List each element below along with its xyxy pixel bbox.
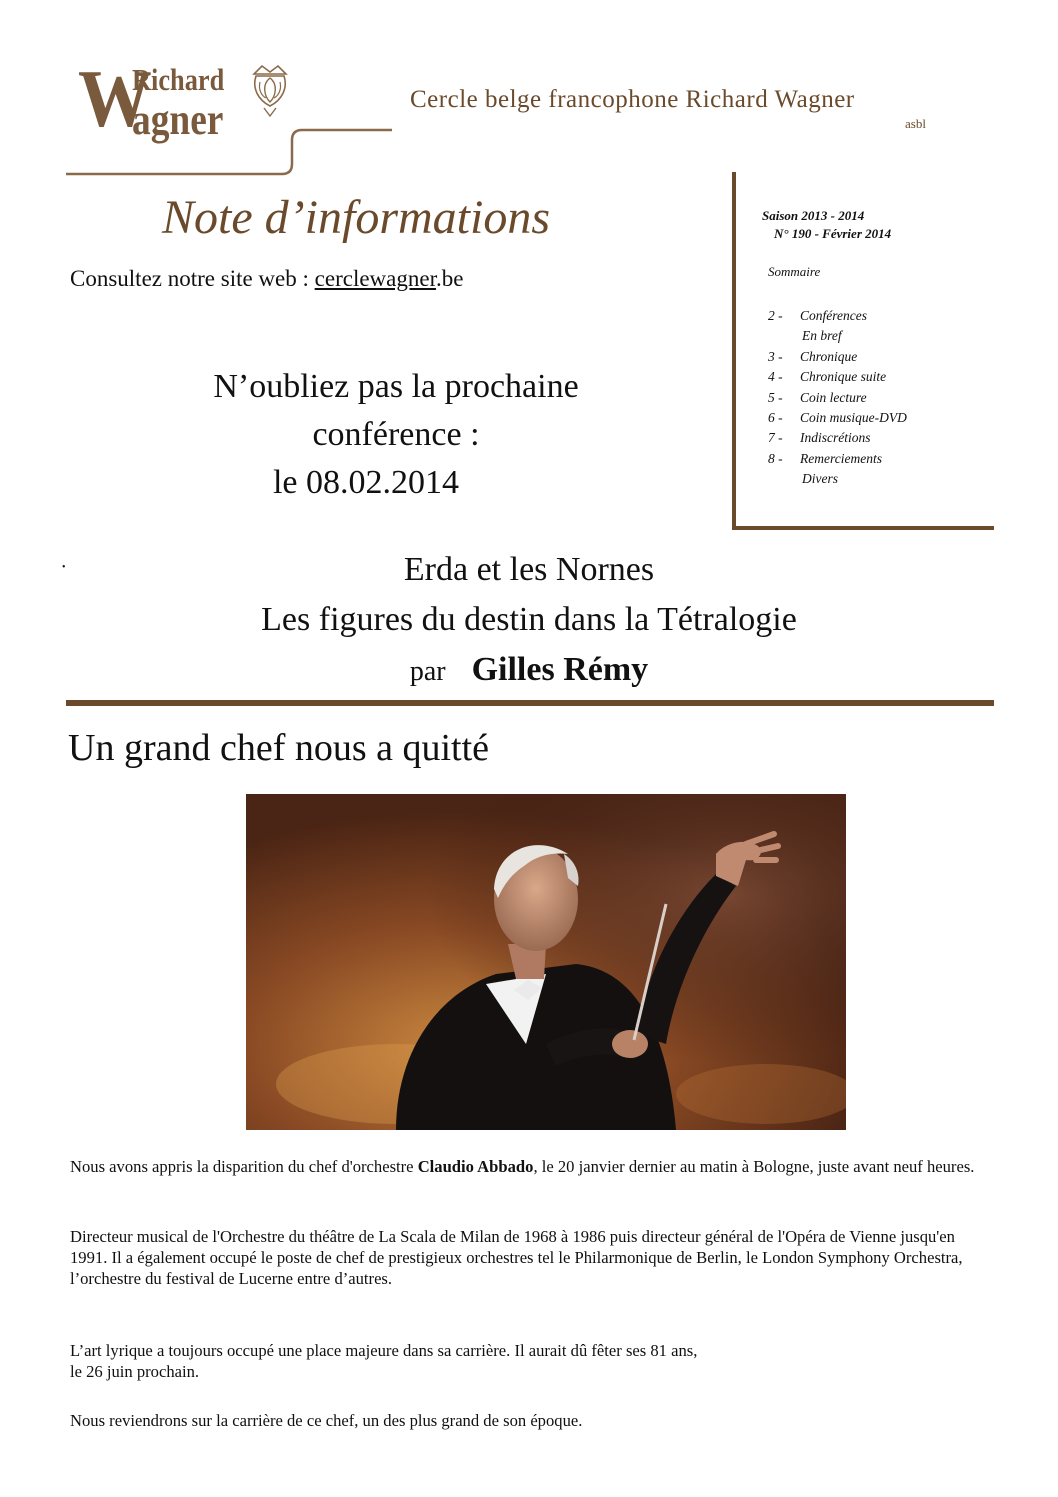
talk-by-label: par — [409, 656, 446, 687]
logo-letter-w: W — [78, 53, 152, 144]
toc-item[interactable] — [768, 367, 907, 387]
talk-speaker: Gilles Rémy — [471, 651, 649, 688]
toc-label: Chronique — [800, 348, 858, 364]
website-suffix: .be — [435, 266, 464, 291]
sidebar-border-vertical — [732, 172, 736, 530]
logo-agner-text: agner — [132, 95, 224, 144]
toc-label: Conférences — [800, 308, 867, 323]
paragraph-text: Nous avons appris la disparition du chef d'orchestre — [70, 1157, 418, 1176]
section-title: Un grand chef nous a quitté — [68, 727, 490, 769]
talk-subtitle: Les figures du destin dans la Tétralogie — [261, 601, 797, 638]
conductor-name: Claudio Abbado — [417, 1157, 534, 1176]
article-paragraph-1 — [70, 1156, 990, 1177]
organization-name: Cercle belge francophone Richard Wagner — [410, 86, 855, 113]
reminder-date: le 08.02.2014 — [272, 464, 460, 501]
toc-label: Chronique suite — [800, 369, 887, 385]
website-prefix: Consultez notre site web : — [70, 266, 315, 291]
toc-page-number: 4 - — [768, 369, 783, 385]
toc-page-number: 3 - — [768, 348, 783, 364]
table-of-contents — [768, 306, 907, 490]
article-paragraph-2: Directeur musical de l'Orchestre du théâtre de La Scala de Milan de 1968 à 1986 puis directeur général de l'Opéra de Vienne jusqu'en 1991. Il a également occupé le poste de chef de prestigieux orchestres tel le Philarmonique de Berlin, le London Symphony Orchestra, l’orchestre du festival de Lucerne entre d’autres. — [70, 1227, 963, 1288]
article-paragraph-4: Nous reviendrons sur la carrière de ce chef, un des plus grand de son époque. — [70, 1411, 583, 1430]
talk-title: Erda et les Nornes — [403, 551, 655, 588]
website-line — [70, 266, 463, 292]
toc-page-number: 8 - — [768, 450, 783, 466]
toc-label: Indiscrétions — [800, 430, 871, 446]
toc-page-number: 5 - — [768, 389, 783, 405]
section-divider — [66, 700, 994, 706]
toc-label: Coin musique-DVD — [800, 410, 907, 426]
reminder-line-1: N’oubliez pas la prochaine — [213, 368, 579, 405]
conductor-photo — [246, 794, 846, 1130]
logo-richard-text: Richard — [132, 62, 225, 97]
toc-page-number: 6 - — [768, 410, 783, 426]
article-paragraph-3 — [70, 1340, 990, 1382]
issue-label: N° 190 - Février 2014 — [774, 226, 892, 241]
toc-item[interactable] — [768, 408, 907, 428]
paragraph-text: , le 20 janvier dernier au matin à Bologne, juste avant neuf heures. — [533, 1157, 975, 1176]
toc-subitem: En bref — [802, 328, 842, 344]
page-title: Note d’informations — [162, 191, 551, 244]
talk-speaker-line — [0, 646, 1058, 696]
season-label: Saison 2013 - 2014 — [762, 208, 865, 223]
toc-label: Coin lecture — [800, 389, 867, 405]
toc-item[interactable] — [768, 347, 907, 367]
toc-item[interactable] — [768, 388, 907, 408]
summary-heading: Sommaire — [768, 264, 821, 279]
toc-item[interactable] — [768, 428, 907, 448]
paragraph-line: L’art lyrique a toujours occupé une place majeure dans sa carrière. Il aurait dû fêter ses 81 ans, — [70, 1341, 698, 1360]
sidebar-border-horizontal — [732, 526, 994, 530]
toc-item[interactable] — [768, 449, 907, 469]
reminder-line-2: conférence : — [312, 416, 480, 453]
toc-page-number: 2 - — [768, 308, 783, 323]
toc-subitem: Divers — [802, 471, 838, 487]
paragraph-line: le 26 juin prochain. — [70, 1362, 200, 1381]
toc-item[interactable] — [768, 306, 907, 326]
toc-page-number: 7 - — [768, 430, 783, 446]
website-link[interactable]: cerclewagner — [314, 266, 436, 291]
toc-label: Remerciements — [800, 450, 882, 466]
stray-mark: • — [62, 562, 66, 573]
organization-suffix: asbl — [905, 116, 926, 131]
